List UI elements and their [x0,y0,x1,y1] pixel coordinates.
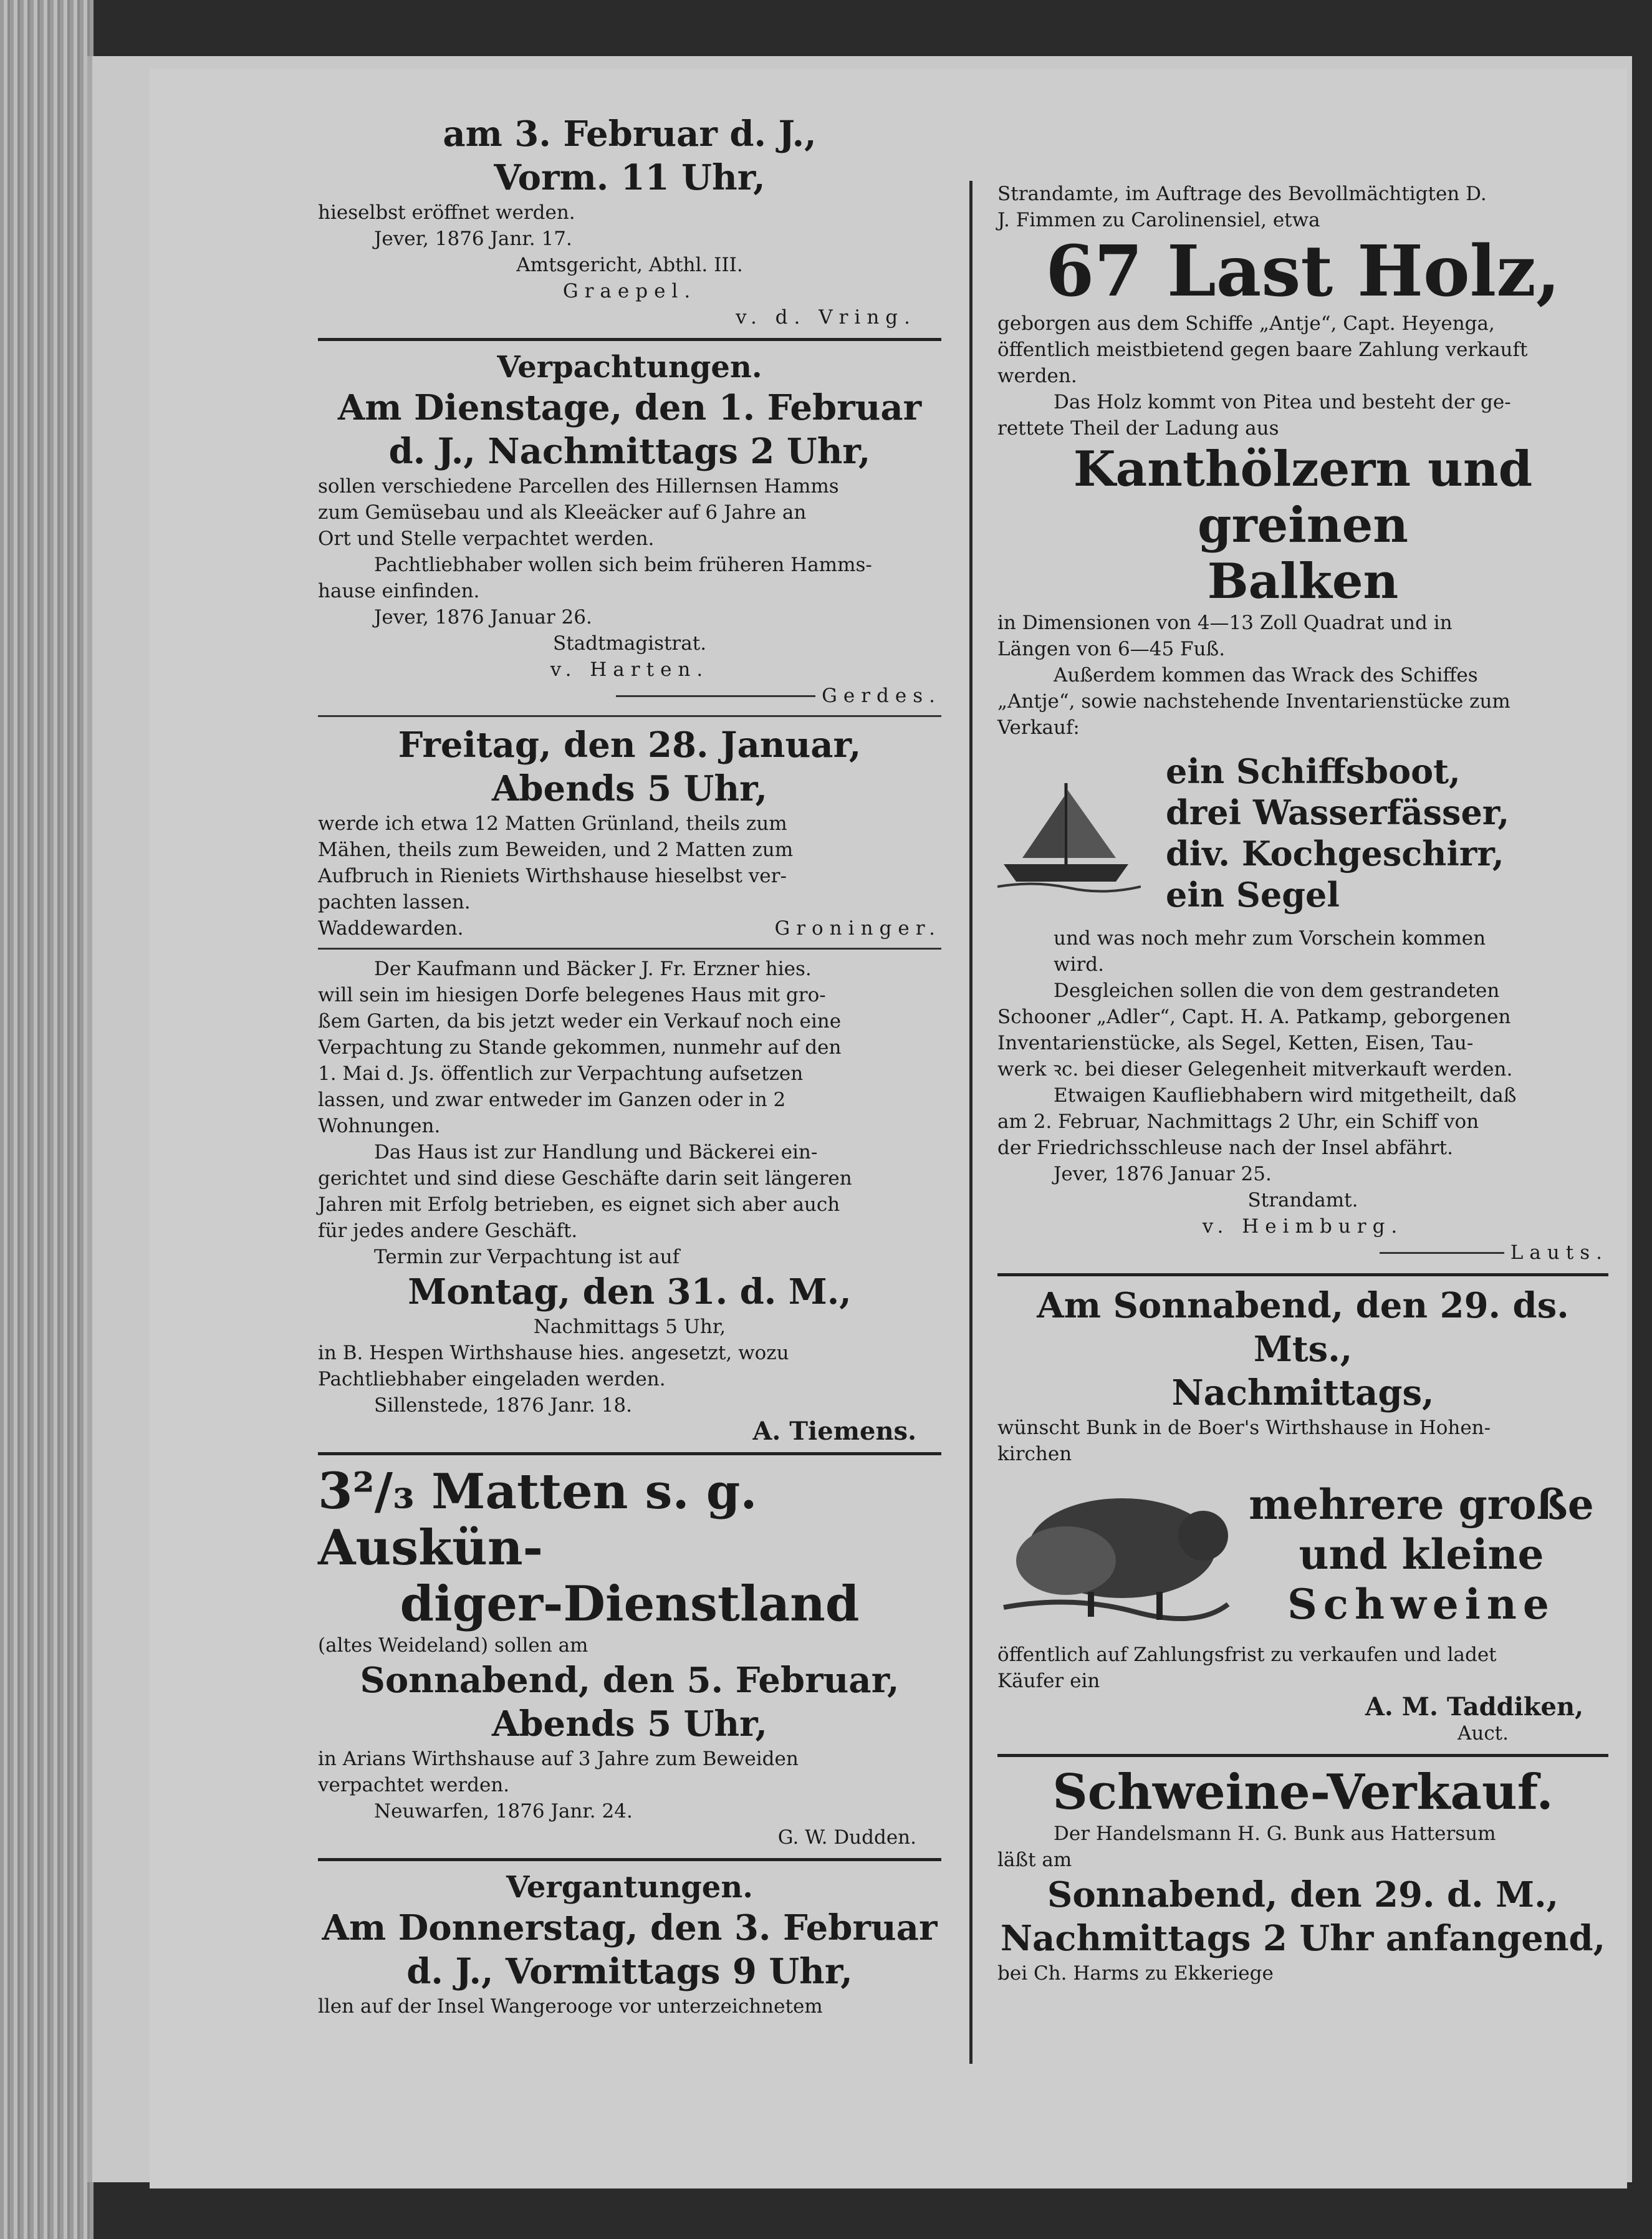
inventory-item: ein Segel [1166,875,1340,915]
notice-line: Der Handelsmann H. G. Bunk aus Hattersum [1054,1822,1496,1845]
notice-place: Neuwarfen, 1876 Janr. 24. [374,1800,633,1822]
notice-line: Schooner „Adler“, Capt. H. A. Patkamp, geborgenen [997,1006,1511,1028]
notice-line: kirchen [997,1443,1072,1465]
verkauf-notice [997,1765,1608,1986]
notice-line: in Arians Wirthshause auf 3 Jahre zum Beweiden [318,1748,799,1770]
sale-item: und kleine [1299,1530,1544,1579]
notice-line: verpachtet werden. [318,1774,510,1796]
notice-line: Käufer ein [997,1670,1100,1692]
notice-line: Das Holz kommt von Pitea und besteht der ge- [1054,391,1511,413]
notice-title: 67 Last Holz, [1045,231,1560,312]
notice-office: Stadtmagistrat. [552,632,707,655]
notice-date: Sonnabend, den 29. d. M., [1047,1874,1559,1915]
notice-sig-role: Auct. [1457,1722,1509,1745]
signature-line [318,915,941,941]
notice-line: Pachtliebhaber eingeladen werden. [318,1368,666,1390]
notice-date: Am Dienstage, den 1. Februar [337,387,922,428]
notice-line: Etwaigen Kaufliebhabern wird mitgetheilt, daß [1054,1084,1517,1107]
notice-line: Ort und Stelle verpachtet werden. [318,527,655,550]
book-edge [0,0,94,2239]
notice-sig1: Graepel. [562,280,697,302]
verpachtungen-notice [318,349,941,709]
notice-line: Jahren mit Erfolg betrieben, es eignet sich aber auch [318,1193,840,1216]
notice-time: Abends 5 Uhr, [491,768,768,809]
notice-line: Das Haus ist zur Handlung und Bäckerei ein- [374,1141,818,1163]
notice-line: ßem Garten, da bis jetzt weder ein Verkauf noch eine [318,1010,842,1033]
notice-place: Jever, 1876 Januar 26. [374,606,592,628]
notice-line: pachten lassen. [318,891,471,913]
notice-line: zum Gemüsebau und als Kleeäcker auf 6 Jahre an [318,501,807,524]
notice-time: d. J., Vormittags 9 Uhr, [406,1951,853,1992]
notice-date: Montag, den 31. d. M., [408,1271,852,1312]
notice-time: d. J., Nachmittags 2 Uhr, [388,431,871,472]
notice-line: 1. Mai d. Js. öffentlich zur Verpachtung aufsetzen [318,1062,804,1085]
notice-place: Waddewarden. [318,917,464,940]
notice-sig2: Lauts. [1510,1241,1608,1264]
notice-sig: Groninger. [774,917,941,940]
sailing-boat-illustration [997,771,1141,895]
right-column [997,181,1608,1986]
notice-line: Termin zur Verpachtung ist auf [374,1246,680,1268]
freitag-notice [318,723,941,941]
notice-line: wird. [1054,953,1104,976]
notice-time: Nachmittags 5 Uhr, [533,1316,726,1338]
notice-line: hieselbst eröffnet werden. [318,201,575,224]
notice-line: Pachtliebhaber wollen sich beim früheren Hamms- [374,554,872,576]
notice-line: Wohnungen. [318,1115,441,1137]
notice-line: wünscht Bunk in de Boer's Wirthshause in Hohen- [997,1417,1491,1439]
notice-time: Nachmittags, [1171,1372,1434,1413]
notice-date: Sonnabend, den 5. Februar, [360,1660,900,1701]
inventory-item: div. Kochgeschirr, [1166,834,1504,874]
notice-date: Am Donnerstag, den 3. Februar [322,1907,938,1948]
notice-line: bei Ch. Harms zu Ekkeriege [997,1962,1274,1985]
sale-item: Schweine [1287,1580,1555,1629]
notice-line: Verkauf: [997,716,1080,739]
notice-date: am 3. Februar d. J., [443,113,817,155]
inventory-list [1141,751,1608,915]
notice-sig: A. M. Taddiken, [1365,1692,1583,1721]
notice-line: in Dimensionen von 4—13 Zoll Quadrat und in [997,612,1453,634]
signature-rule [616,695,815,697]
notice-line: geborgen aus dem Schiffe „Antje“, Capt. Heyenga, [997,312,1495,335]
notice-line: Desgleichen sollen die von dem gestrandeten [1054,980,1500,1002]
notice-title: Schweine-Verkauf. [1052,1764,1554,1821]
separator-rule [318,1858,941,1861]
pig-block [997,1473,1608,1635]
notice-line: Verpachtung zu Stande gekommen, nunmehr auf den [318,1036,842,1059]
section-heading: Vergantungen. [506,1870,753,1905]
notice-time: Abends 5 Uhr, [491,1703,768,1745]
notice-line: Außerdem kommen das Wrack des Schiffes [1054,664,1478,686]
notice-line: und was noch mehr zum Vorschein kommen [1054,927,1486,950]
signature-line [318,683,941,709]
notice-sig1: v. Heimburg. [1202,1215,1404,1238]
notice-line: gerichtet und sind diese Geschäfte darin seit längeren [318,1167,852,1190]
separator-rule [997,1273,1608,1276]
notice-line: werk ꝛc. bei dieser Gelegenheit mitverkauft werden. [997,1058,1513,1081]
notice-title [318,1463,941,1576]
schweine-notice [997,1284,1608,1746]
notice-line: Inventarienstücke, als Segel, Ketten, Eisen, Tau- [997,1032,1474,1054]
top-notice [318,112,941,330]
notice-line: Strandamte, im Auftrage des Bevollmächtigten D. [997,183,1487,205]
separator-rule [318,338,941,341]
separator-rule [318,948,941,950]
holz-notice [997,181,1608,1266]
notice-subtitle: Balken [1207,553,1399,610]
matten-notice [318,1463,941,1851]
notice-place: Jever, 1876 Janr. 17. [374,228,572,250]
title-part: Matten s. g. Auskün- [318,1463,757,1576]
column-divider [969,181,972,2064]
notice-line: für jedes andere Geschäft. [318,1220,578,1242]
notice-sig1: v. Harten. [550,658,709,681]
notice-line: „Antje“, sowie nachstehende Inventarienstücke zum [997,690,1510,713]
fraction: 3²/₃ [318,1461,415,1520]
sale-items [1234,1480,1608,1629]
notice-line: öffentlich auf Zahlungsfrist zu verkaufen und ladet [997,1644,1497,1666]
notice-line: rettete Theil der Ladung aus [997,417,1279,440]
notice-office: Amtsgericht, Abthl. III. [516,254,743,276]
notice-place: Sillenstede, 1876 Janr. 18. [374,1394,632,1417]
notice-line: lassen, und zwar entweder im Ganzen oder in 2 [318,1089,786,1111]
notice-line: llen auf der Insel Wangerooge vor unterzeichnetem [318,1995,823,2018]
kaufmann-notice [318,956,941,1445]
notice-sig2: Gerdes. [822,685,941,707]
notice-subtitle: Kanthölzern und greinen [1073,441,1533,554]
notice-line: Längen von 6—45 Fuß. [997,638,1226,660]
separator-rule [318,1452,941,1455]
left-column [318,112,941,2020]
notice-line: werden. [997,365,1077,387]
notice-sig: A. Tiemens. [752,1417,916,1446]
notice-line: läßt am [997,1849,1072,1871]
notice-title: diger-Dienstland [400,1576,860,1632]
pigs-illustration [997,1473,1234,1635]
notice-time: Vorm. 11 Uhr, [494,157,766,198]
notice-office: Strandamt. [1247,1189,1358,1211]
signature-line [997,1240,1608,1266]
section-heading: Verpachtungen. [497,350,762,385]
notice-sig2: v. d. Vring. [736,306,916,329]
notice-time: Nachmittags 2 Uhr anfangend, [1000,1918,1606,1959]
separator-rule [318,715,941,717]
notice-line: der Friedrichsschleuse nach der Insel abfährt. [997,1137,1453,1159]
notice-line: Aufbruch in Rieniets Wirthshause hieselbst ver- [318,865,787,887]
notice-line: Der Kaufmann und Bäcker J. Fr. Erzner hies. [374,958,812,980]
notice-line: in B. Hespen Wirthshause hies. angesetzt, wozu [318,1342,789,1364]
inventory-item: drei Wasserfässer, [1166,792,1510,832]
notice-date: Freitag, den 28. Januar, [398,725,862,766]
vergantungen-notice [318,1869,941,2020]
notice-line: öffentlich meistbietend gegen baare Zahlung verkauft [997,339,1528,361]
boat-block [997,751,1608,915]
notice-line: will sein im hiesigen Dorfe belegenes Haus mit gro- [318,984,826,1006]
notice-sig: G. W. Dudden. [777,1826,916,1849]
signature-rule [1380,1252,1504,1254]
notice-line: werde ich etwa 12 Matten Grünland, theils zum [318,812,787,835]
notice-place: Jever, 1876 Januar 25. [1054,1163,1272,1185]
notice-line: am 2. Februar, Nachmittags 2 Uhr, ein Schiff von [997,1110,1479,1133]
inventory-item: ein Schiffsboot, [1166,751,1461,791]
notice-line: (altes Weideland) sollen am [318,1634,588,1657]
notice-line: sollen verschiedene Parcellen des Hillernsen Hamms [318,475,839,498]
separator-rule [997,1754,1608,1757]
sale-item: mehrere große [1249,1480,1594,1529]
notice-line: Mähen, theils zum Beweiden, und 2 Matten zum [318,839,794,861]
notice-line: hause einfinden. [318,580,480,602]
notice-line: J. Fimmen zu Carolinensiel, etwa [997,209,1320,231]
notice-date: Am Sonnabend, den 29. ds. Mts., [1037,1285,1569,1370]
